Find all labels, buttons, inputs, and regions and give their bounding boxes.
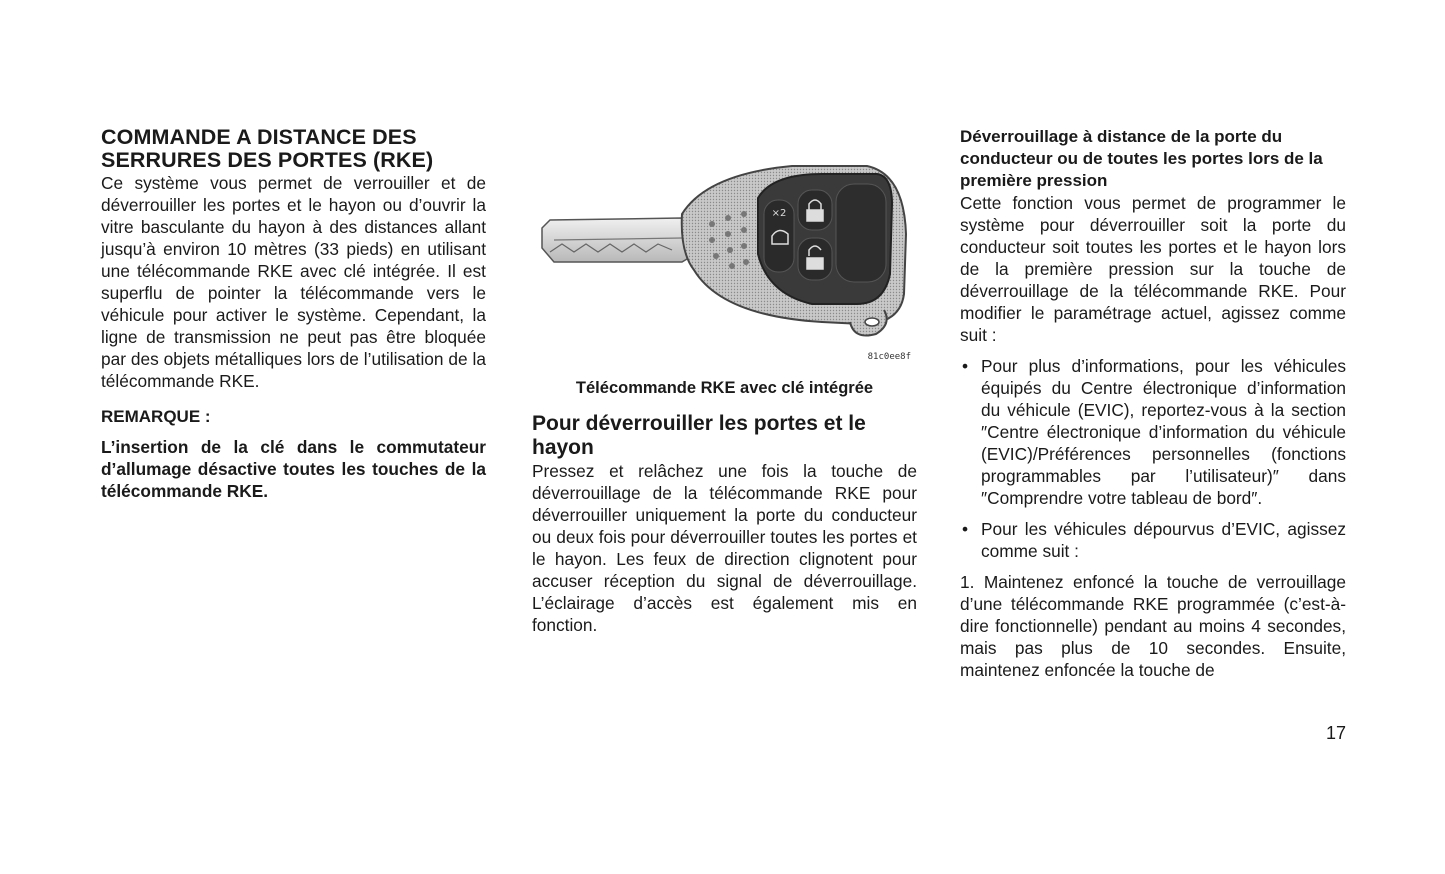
x2-label: ×2: [771, 208, 787, 219]
unlock-paragraph: Pressez et relâchez une fois la touche de déverrouillage de la télécommande RKE pour déverrouiller uniquement la porte du conducteur ou deux fois pour déverrouiller toutes les portes et le hayon. Les feux de direction clignotent pour accuser réception du signal de déverrouillage. L’éclairage d’accès est également mis en fonction.: [532, 461, 917, 635]
right-column: [960, 126, 1346, 681]
list-item: [960, 518, 1346, 562]
list-item: [960, 355, 1346, 509]
bullet-icon: •: [962, 519, 969, 539]
key-fob-illustration: [532, 144, 917, 366]
intro-paragraph: Ce système vous permet de verrouiller et de déverrouiller les portes et le hayon ou d’ouvrir la vitre basculante du hayon à des distances allant jusqu’à environ 10 mètres (33 pieds) en utilisant une télécommande RKE avec clé intégrée. Il est superflu de pointer la télécommande vers le véhicule pour activer le système. Cependant, la ligne de transmission ne peut pas être bloquée par des objets métalliques lors de l’utilisation de la télécommande RKE.: [101, 173, 486, 391]
bullet-list: [960, 355, 1346, 562]
figure-code: 81c0ee8f: [867, 352, 911, 362]
middle-column: [532, 126, 917, 636]
unlock-subtitle: Pour déverrouiller les portes et le hayon: [532, 412, 866, 459]
page-number: 17: [1325, 723, 1346, 743]
rke-key-figure: [532, 144, 917, 366]
remark-text: L’insertion de la clé dans le commutateur d’allumage désactive toutes les touches de la télécommande RKE.: [101, 437, 486, 501]
remark-label: REMARQUE :: [101, 407, 211, 426]
section-title: [101, 126, 486, 172]
step-1: 1. Maintenez enfoncé la touche de verrouillage d’une télécommande RKE programmée (c’est-à-dire fonctionnelle) pendant au moins 4 secondes, mais pas plus de 10 secondes. Ensuite, maintenez enfoncée la touche de: [960, 572, 1346, 680]
panic-button: [836, 184, 886, 282]
section-title-line2: SERRURES DES PORTES (RKE): [101, 148, 434, 172]
section-title-line1: COMMANDE A DISTANCE DES: [101, 125, 417, 149]
list-item-text: Pour plus d’informations, pour les véhicules équipés du Centre électronique d’information du véhicule (EVIC), reportez-vous à la section ″Centre électronique d’information du véhicule (EVIC)/Préférences personnelles (fonctions programmables par l’utilisateur)″ dans ″Comprendre votre tableau de bord″.: [981, 356, 1346, 508]
list-item-text: Pour les véhicules dépourvus d’EVIC, agissez comme suit :: [981, 519, 1346, 561]
remote-unlock-heading: Déverrouillage à distance de la porte du conducteur ou de toutes les portes lors de la première pression: [960, 127, 1323, 190]
figure-caption: Télécommande RKE avec clé intégrée: [575, 379, 874, 397]
left-column: [101, 126, 486, 502]
remote-unlock-paragraph: Cette fonction vous permet de programmer le système pour déverrouiller soit la porte du conducteur soit toutes les portes et le hayon lors de la première pression sur la touche de déverrouillage de la télécommande RKE. Pour modifier le paramétrage actuel, agissez comme suit :: [960, 193, 1346, 345]
bullet-icon: •: [962, 356, 969, 376]
